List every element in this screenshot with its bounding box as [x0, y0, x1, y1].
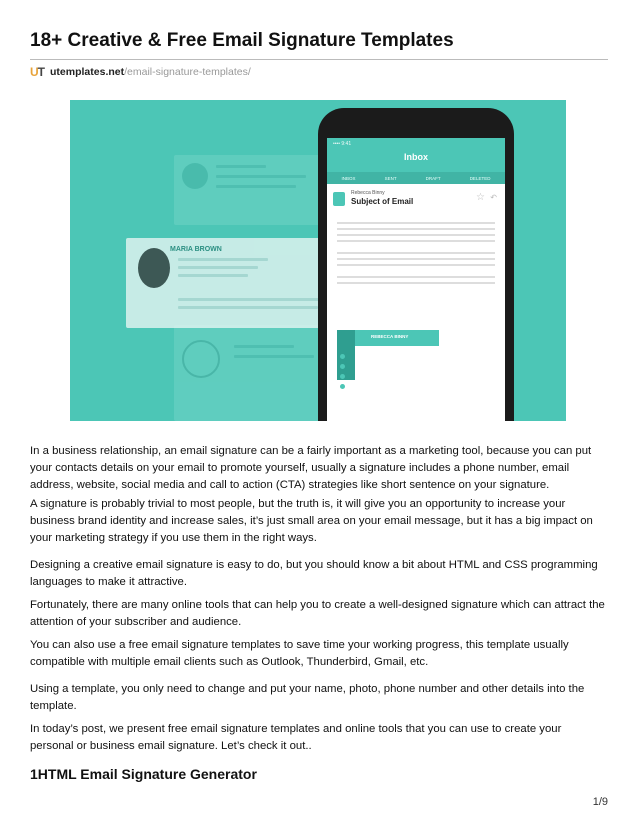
tab-sent: SENT [384, 175, 397, 181]
mail-tabs [327, 172, 505, 184]
tab-deleted: DELETED [469, 175, 491, 181]
page-title: 18+ Creative & Free Email Signature Templates [30, 30, 454, 51]
source-line [30, 65, 251, 79]
signature-card-front [126, 238, 344, 328]
sender-shield-icon [333, 192, 345, 206]
section-heading: 1HTML Email Signature Generator [30, 766, 257, 782]
title-divider [30, 59, 608, 60]
mail-subject: Subject of Email [351, 197, 414, 206]
tab-inbox: INBOX [341, 175, 356, 181]
shield-logo-icon [182, 340, 220, 378]
page-number: 1/9 [592, 796, 608, 808]
paragraph: A signature is probably trivial to most people, but the truth is, it will give you an opportunity to increase your business brand identity and increase sales, it’s just small area on your email message, but it has a big impact on your marketing strategy if you use them in the right ways. [30, 498, 593, 544]
paragraph: Fortunately, there are many online tools that can help you to create a well-designed signature which can attract the attention of your subscriber and audience. [30, 599, 605, 628]
utemplates-logo: UT [30, 65, 45, 79]
phone-signature-name: REBECCA BINNY [371, 334, 409, 339]
tab-draft: DRAFT [425, 175, 441, 181]
paragraph: Using a template, you only need to change and put your name, photo, phone number and other details into the template. [30, 683, 585, 712]
inbox-title: Inbox [404, 152, 428, 162]
mail-header [333, 190, 499, 218]
paragraph: You can also use a free email signature templates to save time your working progress, this template usually compatible with multiple email clients such as Outlook, Thunderbird, Gmail, etc. [30, 639, 569, 668]
phone-mockup [318, 108, 514, 421]
paragraph: In today’s post, we present free email signature templates and online tools that you can use to create your personal or business email signature. Let’s check it out.. [30, 723, 562, 752]
source-path[interactable]: /email-signature-templates/ [124, 66, 251, 78]
mail-sender: Rebecca Binny [351, 190, 385, 196]
paragraph: Designing a creative email signature is easy to do, but you should know a bit about HTML and CSS programming languages to make it attractive. [30, 559, 598, 588]
hero-image [70, 100, 566, 421]
signature-name: MARIA BROWN [170, 246, 222, 253]
status-bar: •••• 9:41 [333, 141, 352, 147]
star-icon: ☆ [476, 192, 485, 203]
source-domain[interactable]: utemplates.net [50, 66, 125, 78]
paragraph: In a business relationship, an email signature can be a fairly important as a marketing tool, because you can put your contacts details on your email to promote yourself, usually a signature includes a phone number, email address, website, social media and call to action (CTA) strategies like short sentence on your signature. [30, 445, 592, 491]
app-bar [327, 138, 505, 172]
phone-screen [327, 138, 505, 421]
reply-icon: ↶ [490, 193, 497, 202]
